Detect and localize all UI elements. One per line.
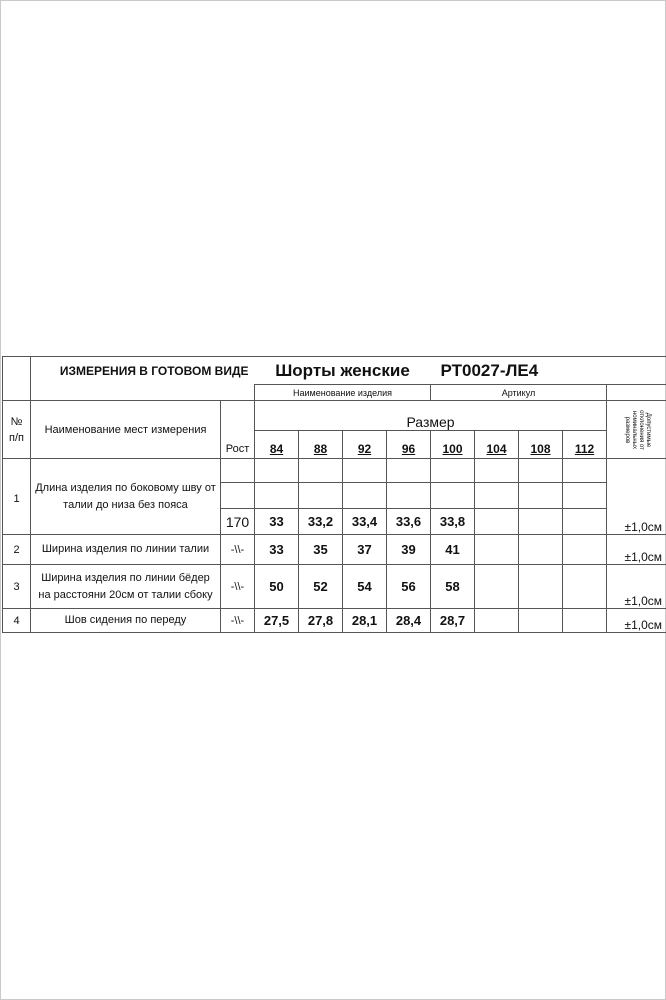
row-value: 54 [343,565,387,609]
row-value [563,509,607,535]
row-value: 28,7 [431,609,475,633]
product-name: Шорты женские [255,357,431,385]
row-value [475,509,519,535]
row-tolerance: ±1,0см [607,609,666,633]
row-height: -\\- [221,609,255,633]
row-value [563,535,607,565]
size-header-96: 96 [387,431,431,459]
row-number: 3 [3,565,31,609]
row-height: 170 [221,509,255,535]
size-header-92: 92 [343,431,387,459]
row-value: 33,2 [299,509,343,535]
product-caption: Наименование изделия [255,385,431,401]
size-header-104: 104 [475,431,519,459]
row-value: 33,4 [343,509,387,535]
row-value [475,535,519,565]
measurement-table [2,356,666,633]
place-header: Наименование мест измерения [31,401,221,459]
row-value: 41 [431,535,475,565]
row-tolerance: ±1,0см [607,459,666,535]
row-value: 33,6 [387,509,431,535]
row-value [475,565,519,609]
row-number: 1 [3,459,31,535]
size-header-112: 112 [563,431,607,459]
row-value: 27,5 [255,609,299,633]
article-code: РТ0027-ЛЕ4 [431,357,607,385]
table-row [3,609,666,633]
row-value: 56 [387,565,431,609]
height-header: Рост [221,401,255,459]
table-row [3,565,666,609]
row-height: -\\- [221,535,255,565]
row-value: 27,8 [299,609,343,633]
size-header-84: 84 [255,431,299,459]
size-header-108: 108 [519,431,563,459]
row-height: -\\- [221,565,255,609]
row-value [519,535,563,565]
row-value: 39 [387,535,431,565]
row-tolerance: ±1,0см [607,535,666,565]
row-description: Ширина изделия по линии талии [31,535,221,565]
row-tolerance: ±1,0см [607,565,666,609]
row-value: 35 [299,535,343,565]
table-row [3,535,666,565]
row-description: Длина изделия по боковому шву от талии до низа без пояса [31,459,221,535]
row-value [475,609,519,633]
row-value: 52 [299,565,343,609]
row-number: 4 [3,609,31,633]
row-value: 28,4 [387,609,431,633]
row-value: 50 [255,565,299,609]
row-value [563,609,607,633]
tolerance-header: Допустимые отклонения от номинальных размеров [607,401,666,459]
row-value: 28,1 [343,609,387,633]
size-header-88: 88 [299,431,343,459]
row-value [519,609,563,633]
row-value [519,509,563,535]
title-row [3,357,666,385]
number-header: № п/п [3,401,31,459]
row-value [563,565,607,609]
size-group-header: Размер [255,401,607,431]
size-header-100: 100 [431,431,475,459]
header-row-1 [3,401,666,431]
article-caption: Артикул [431,385,607,401]
caption-row [3,385,666,401]
row-value: 33 [255,535,299,565]
row-description: Ширина изделия по линии бёдер на расстояни 20см от талии сбоку [31,565,221,609]
measurement-sheet [2,356,666,633]
row-value: 37 [343,535,387,565]
row-number: 2 [3,535,31,565]
row-description: Шов сидения по переду [31,609,221,633]
row-value: 58 [431,565,475,609]
table-row [3,459,666,483]
row-value: 33 [255,509,299,535]
row-value: 33,8 [431,509,475,535]
row-value [519,565,563,609]
measurements-label: ИЗМЕРЕНИЯ В ГОТОВОМ ВИДЕ [31,357,255,385]
